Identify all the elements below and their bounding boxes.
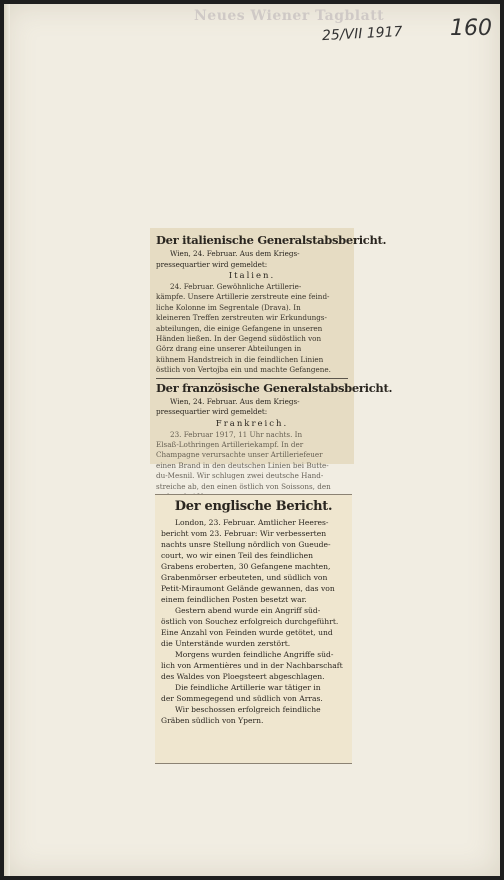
article-paragraph	[161, 704, 346, 726]
article-line: Elsaß-Lothringen Artilleriekampf. In der	[156, 440, 304, 450]
french-country-heading: Frankreich.	[215, 418, 289, 429]
article-line: lich von Armentières und in der Nachbarschaft	[161, 661, 343, 670]
section-divider	[156, 378, 348, 379]
article-line: Morgens wurden feindliche Angriffe süd-	[175, 650, 334, 659]
italian-dateline	[156, 249, 348, 270]
article-line: nachts unsre Stellung nördlich von Gueude-	[161, 540, 331, 549]
french-report-title: Der französische Generalstabsbericht.	[156, 380, 393, 395]
article-line: Die feindliche Artillerie war tätiger in	[175, 683, 321, 692]
article-line: Grabenmörser erbeuteten, und südlich von	[161, 573, 328, 582]
article-line: bericht vom 23. Februar: Wir verbesserten	[161, 529, 327, 538]
english-report-title: Der englische Bericht.	[174, 499, 333, 514]
article-line: Händen ließen. In der Gegend südöstlich von	[156, 334, 322, 344]
italian-country-heading: Italien.	[228, 271, 276, 281]
article-paragraph	[161, 605, 346, 649]
handwritten-page-number: 160	[450, 16, 492, 41]
article-line: Gräben südlich von Ypern.	[161, 716, 264, 725]
article-line: einen Brand in den deutschen Linien bei Butte-	[156, 460, 329, 470]
article-line: des Waldes von Ploegsteert abgeschlagen.	[161, 672, 325, 681]
article-paragraph	[161, 517, 346, 605]
article-line: Eine Anzahl von Feinden wurde getötet, und	[161, 628, 333, 637]
italian-dateline-line: pressequartier wird gemeldet:	[156, 259, 268, 269]
article-line: Görz drang eine unserer Abteilungen in	[156, 344, 302, 354]
article-line: 24. Februar. Gewöhnliche Artillerie-	[170, 282, 302, 291]
article-line: Petit-Miraumont Gelände gewannen, das von	[161, 584, 335, 593]
article-line: Wir beschossen erfolgreich feindliche	[175, 705, 321, 714]
newspaper-stamp: Neues Wiener Tagblatt	[194, 8, 385, 24]
article-line: liche Kolonne im Segrentale (Drava). In	[156, 302, 301, 312]
french-dateline-line: pressequartier wird gemeldet:	[156, 407, 268, 417]
french-dateline-line: Wien, 24. Februar. Aus dem Kriegs-	[170, 396, 300, 406]
article-line: Gestern abend wurde ein Angriff süd-	[175, 606, 321, 615]
article-line: kleineren Treffen zerstreuten wir Erkundungs-	[156, 313, 327, 323]
clipping-english	[155, 494, 352, 764]
handwritten-date: 25/VII 1917	[321, 23, 403, 45]
article-line: kühnem Handstreich in die feindlichen Linien	[156, 354, 324, 364]
article-line: östlich von Vertojba ein und machte Gefangene.	[156, 365, 331, 375]
italian-report-body	[156, 282, 348, 376]
article-line: einem feindlichen Posten besetzt war.	[161, 595, 307, 604]
italian-report-title: Der italienische Generalstabsbericht.	[156, 233, 387, 247]
clipping-italian-french	[150, 228, 393, 491]
article-line: 23. Februar 1917, 11 Uhr nachts. In	[170, 429, 303, 439]
article-line: Grabens eroberten, 30 Gefangene machten,	[161, 562, 331, 571]
article-line: du-Mesnil. Wir schlugen zwei deutsche Hand-	[156, 471, 324, 481]
article-paragraph	[161, 649, 346, 682]
article-line: die Unterstände wurden zerstört.	[161, 639, 291, 648]
french-report-body	[156, 430, 348, 503]
article-line: der Sommegegend und südlich von Arras.	[161, 694, 323, 703]
article-line: streiche ab, den einen östlich von Soissons, den	[156, 481, 331, 491]
english-report-body	[161, 517, 346, 726]
article-line: Champagne verursachte unser Artilleriefeuer	[156, 450, 323, 460]
sheet-edge	[4, 4, 10, 876]
archive-sheet	[4, 4, 500, 876]
article-line: östlich von Souchez erfolgreich durchgeführt.	[161, 617, 339, 626]
french-dateline	[156, 397, 348, 418]
article-line: London, 23. Februar. Amtlicher Heeres-	[175, 518, 329, 527]
article-line: kämpfe. Unsere Artillerie zerstreute eine feind-	[156, 292, 330, 302]
article-line: abteilungen, die einige Gefangene in unseren	[156, 323, 323, 333]
article-line: court, wo wir einen Teil des feindlichen	[161, 551, 314, 560]
article-paragraph	[161, 682, 346, 704]
italian-dateline-line: Wien, 24. Februar. Aus dem Kriegs-	[170, 249, 300, 258]
